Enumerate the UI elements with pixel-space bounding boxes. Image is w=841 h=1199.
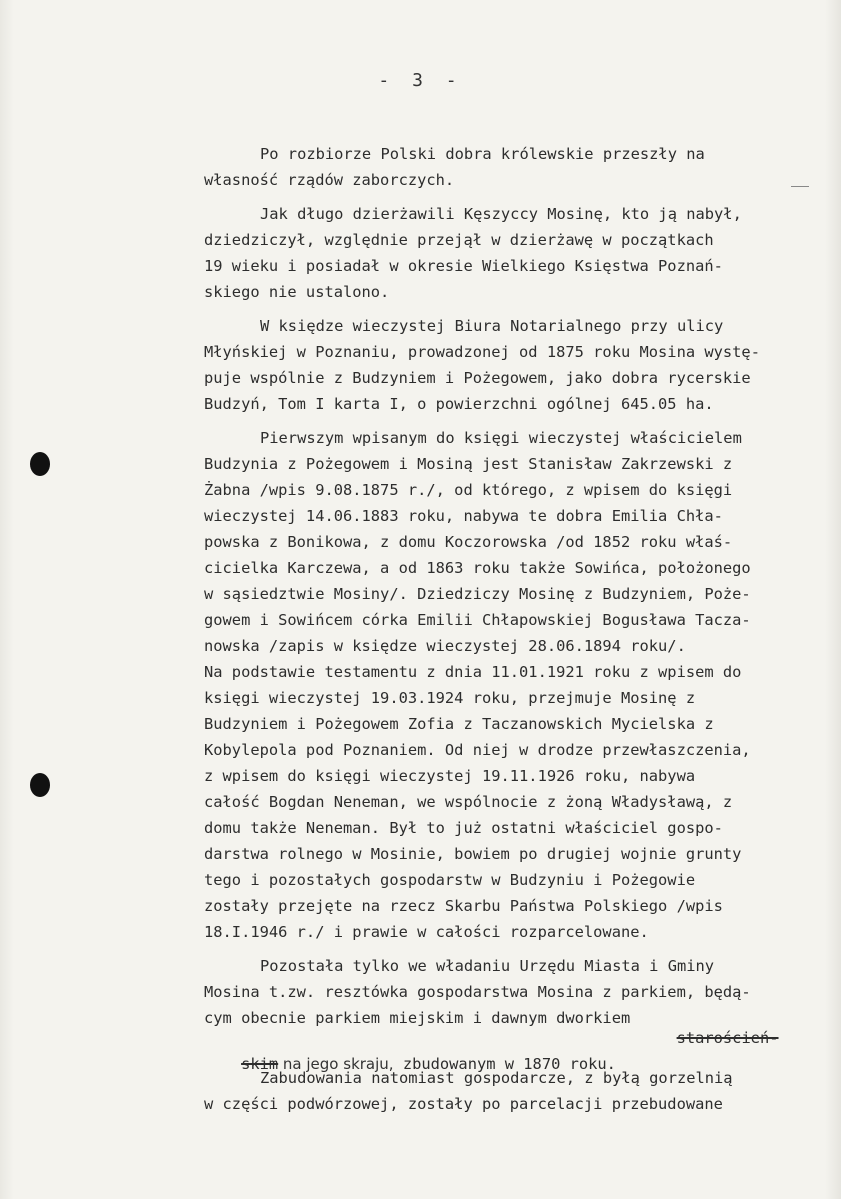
text-line: księgi wieczystej 19.03.1924 roku, przejmuje Mosinę z bbox=[204, 689, 696, 707]
text-line: 18.I.1946 r./ i prawie w całości rozparcelowane. bbox=[204, 923, 649, 941]
text-line: 19 wieku i posiadał w okresie Wielkiego Księstwa Poznań- bbox=[204, 257, 723, 275]
handwritten-insert: na jego skraju, bbox=[278, 1055, 394, 1073]
text-line: Po rozbiorze Polski dobra królewskie przeszły na bbox=[260, 145, 705, 163]
text-line: Budzynia z Pożegowem i Mosiną jest Stanisław Zakrzewski z bbox=[204, 455, 733, 473]
text-line: cicielka Karczewa, a od 1863 roku także Sowińca, położonego bbox=[204, 559, 751, 577]
text-line: Młyńskiej w Poznaniu, prowadzonej od 1875 roku Mosina wystę- bbox=[204, 343, 760, 361]
text-line: wieczystej 14.06.1883 roku, nabywa te dobra Emilia Chła- bbox=[204, 507, 723, 525]
text-line: Pierwszym wpisanym do księgi wieczystej właścicielem bbox=[260, 429, 742, 447]
text-line: powska z Bonikowa, z domu Koczorowska /od 1852 roku właś- bbox=[204, 533, 733, 551]
text-line: tego i pozostałych gospodarstw w Budzyniu i Pożegowie bbox=[204, 871, 696, 889]
text-line: Kobylepola pod Poznaniem. Od niej w drodze przewłaszczenia, bbox=[204, 741, 751, 759]
text-line: Mosina t.zw. resztówka gospodarstwa Mosina z parkiem, będą- bbox=[204, 983, 751, 1001]
text-line: puje wspólnie z Budzyniem i Pożegowem, jako dobra rycerskie bbox=[204, 369, 751, 387]
struck-text: skim bbox=[241, 1055, 279, 1073]
pencil-mark bbox=[791, 186, 809, 187]
text-line: cym obecnie parkiem miejskim i dawnym dworkiem bbox=[204, 1009, 640, 1027]
text-line: Budzyniem i Pożegowem Zofia z Taczanowskich Mycielska z bbox=[204, 715, 714, 733]
text-line: w sąsiedztwie Mosiny/. Dziedziczy Mosinę z Budzyniem, Poże- bbox=[204, 585, 751, 603]
text-line: W księdze wieczystej Biura Notarialnego przy ulicy bbox=[260, 317, 724, 335]
text-line: domu także Neneman. Był to już ostatni właściciel gospo- bbox=[204, 819, 723, 837]
punch-hole bbox=[30, 452, 50, 476]
text-line: Jak długo dzierżawili Kęszyccy Mosinę, kto ją nabył, bbox=[260, 205, 742, 223]
text-line: nowska /zapis w księdze wieczystej 28.06.1894 roku/. bbox=[204, 637, 686, 655]
text-line: zostały przejęte na rzecz Skarbu Państwa Polskiego /wpis bbox=[204, 897, 723, 915]
page-number: - 3 - bbox=[378, 70, 463, 91]
text-line: darstwa rolnego w Mosinie, bowiem po drugiej wojnie grunty bbox=[204, 845, 742, 863]
text-line: Zabudowania natomiast gospodarcze, z byłą gorzelnią bbox=[260, 1069, 733, 1087]
text-line: w części podwórzowej, zostały po parcelacji przebudowane bbox=[204, 1095, 723, 1113]
text-line: dziedziczył, względnie przejął w dzierżawę w początkach bbox=[204, 231, 714, 249]
text-line: z wpisem do księgi wieczystej 19.11.1926 roku, nabywa bbox=[204, 767, 696, 785]
punch-hole bbox=[30, 773, 50, 797]
line-text: zbudowanym w 1870 roku. bbox=[393, 1055, 616, 1073]
text-line: gowem i Sowińcem córka Emilii Chłapowskiej Bogusława Tacza- bbox=[204, 611, 751, 629]
text-line: całość Bogdan Neneman, we wspólnocie z żoną Władysławą, z bbox=[204, 793, 733, 811]
text-line: Na podstawie testamentu z dnia 11.01.1921 roku z wpisem do bbox=[204, 663, 742, 681]
text-line: własność rządów zaborczych. bbox=[204, 171, 455, 189]
text-line: skiego nie ustalono. bbox=[204, 283, 390, 301]
text-line: Pozostała tylko we władaniu Urzędu Miasta i Gminy bbox=[260, 957, 715, 975]
text-line: Żabna /wpis 9.08.1875 r./, od którego, z wpisem do księgi bbox=[204, 481, 733, 499]
struck-text: staroścień- bbox=[676, 1029, 779, 1047]
text-line: Budzyń, Tom I karta I, o powierzchni ogólnej 645.05 ha. bbox=[204, 395, 714, 413]
